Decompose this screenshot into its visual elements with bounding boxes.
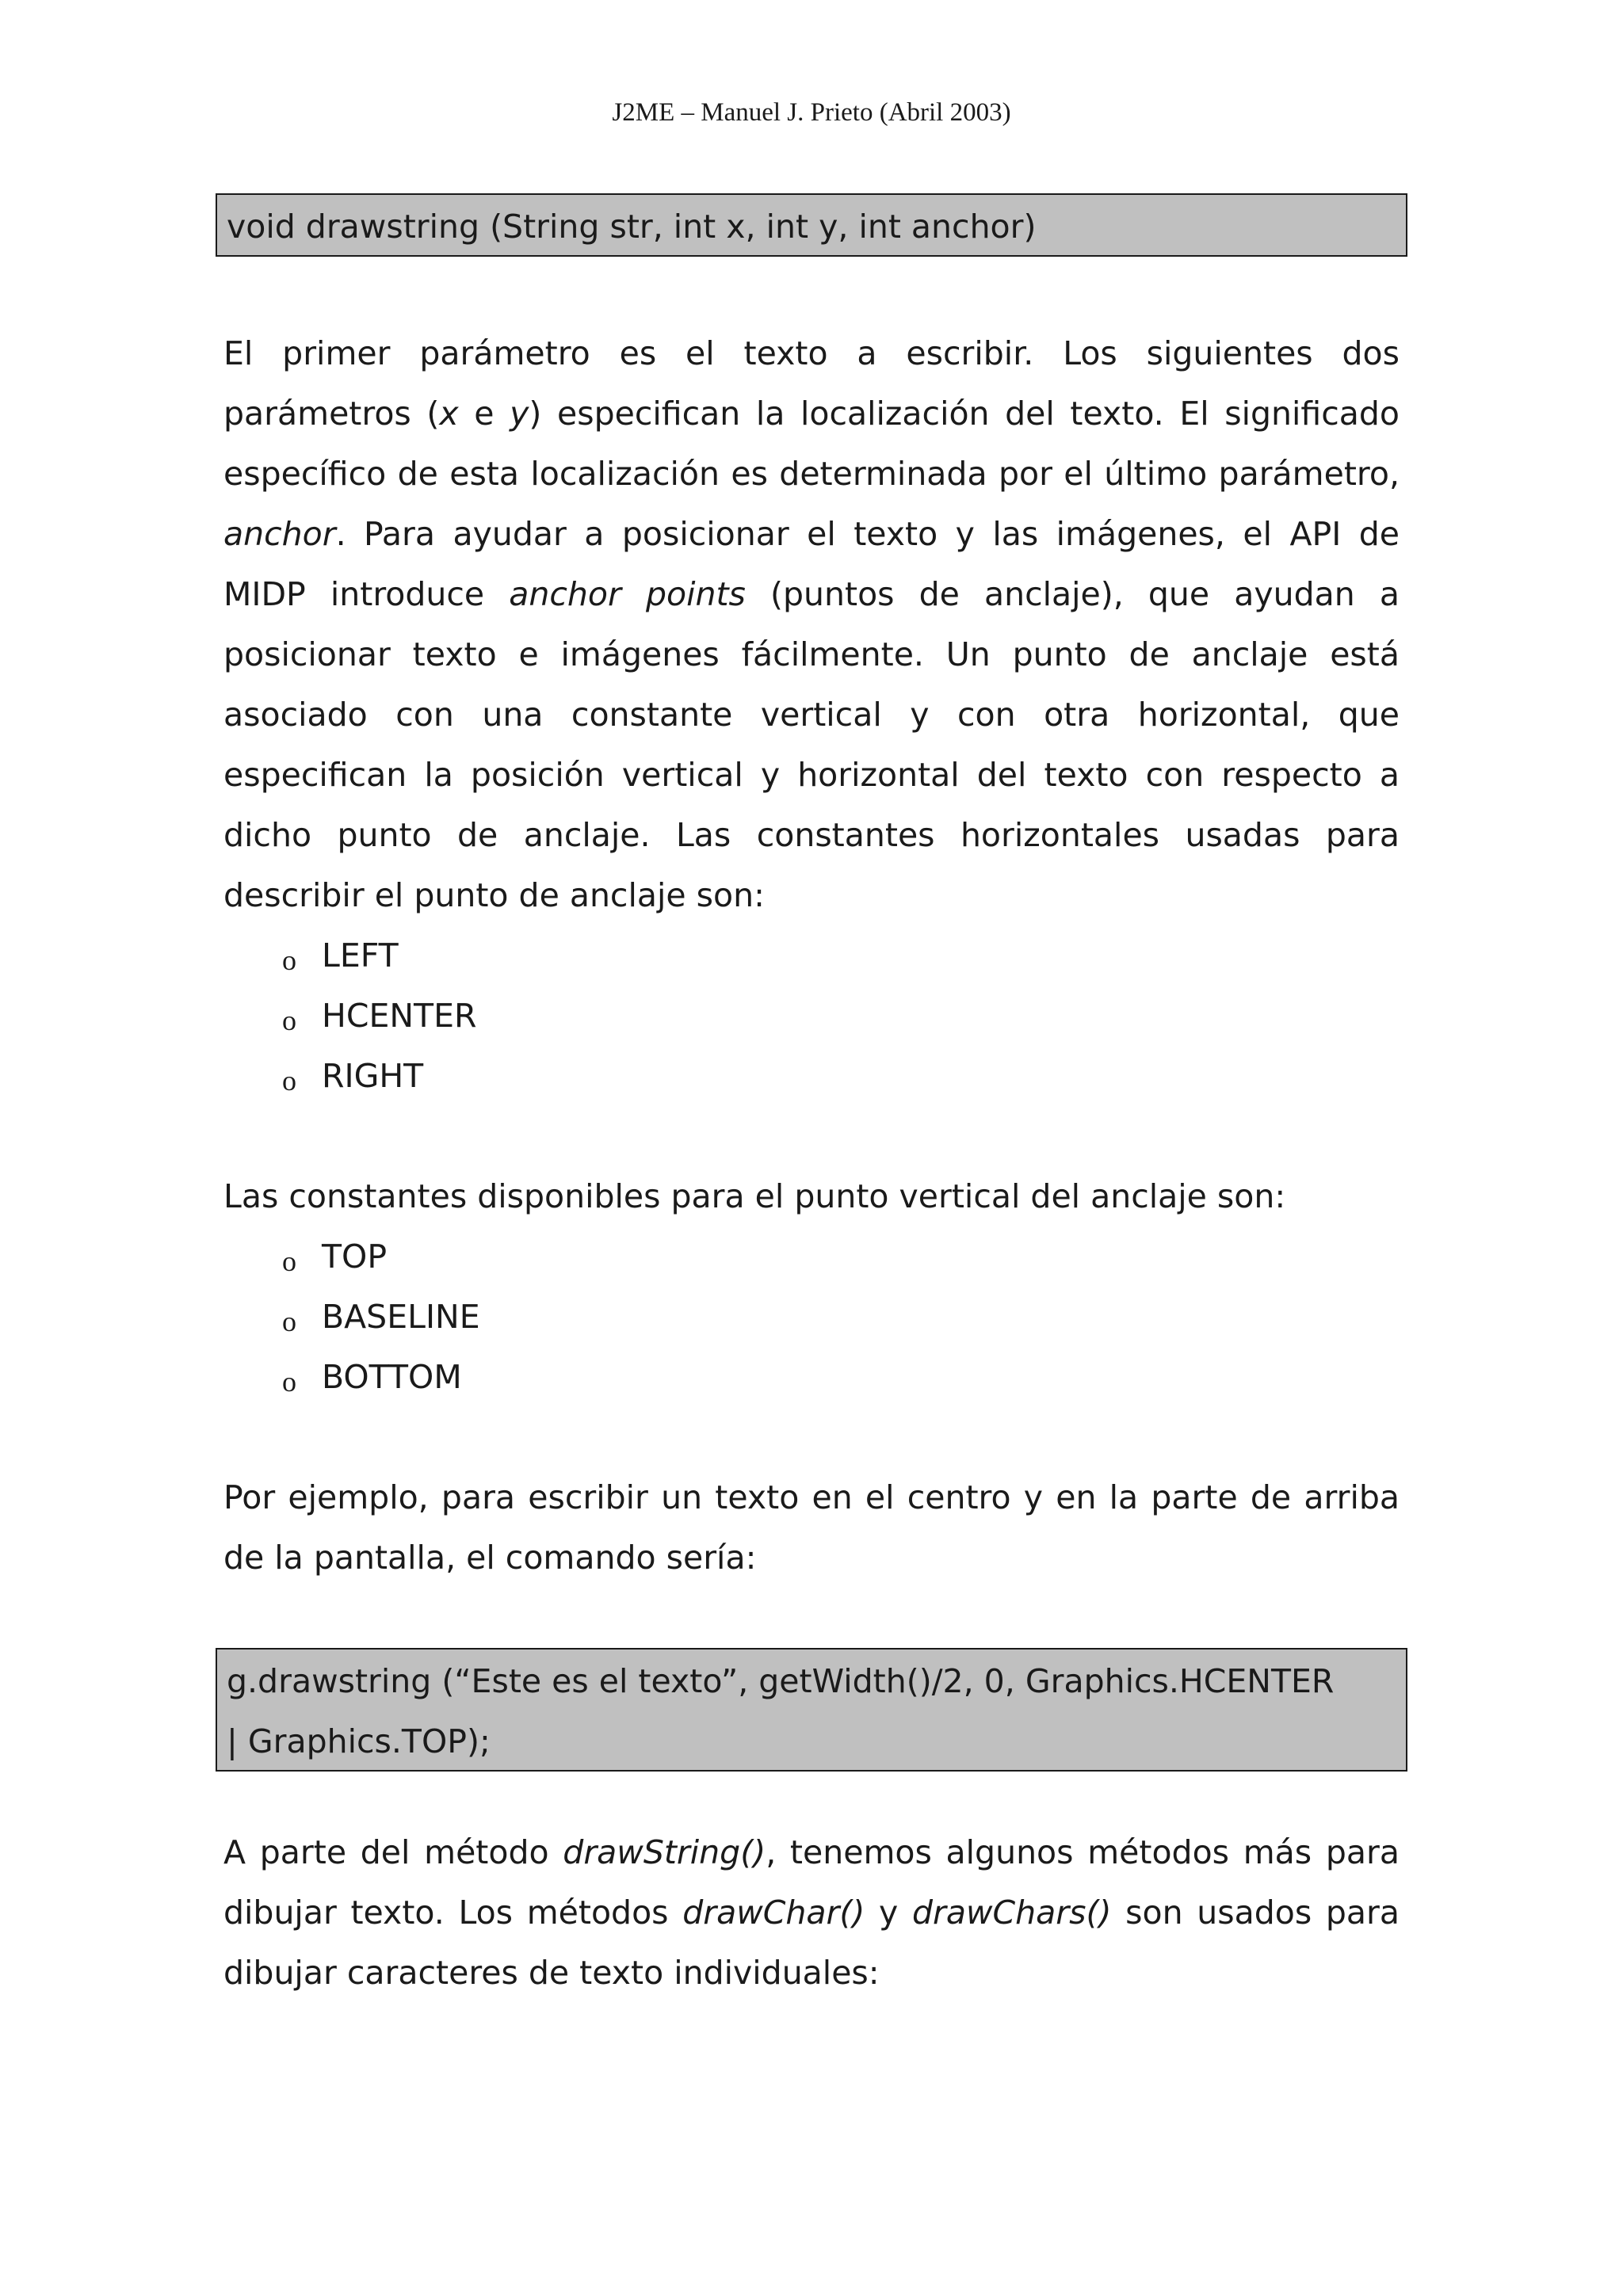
- param-y: y: [510, 395, 529, 433]
- method-drawchar: drawChar(): [682, 1894, 865, 1932]
- bullet-icon: o: [282, 1306, 296, 1337]
- paragraph-other-methods: A parte del método drawString(), tenemos algunos métodos más para dibujar texto. Los métodos drawChar() y drawChars() son usados para dibujar caracteres de texto individuales:: [223, 1833, 1400, 1992]
- bullet-icon: o: [282, 1245, 296, 1277]
- list-item: o RIGHT: [223, 1046, 1400, 1106]
- code-block-drawstring-signature: [216, 193, 1407, 257]
- document-body: [223, 193, 1400, 2003]
- param-x: x: [439, 395, 459, 433]
- list-item: o LEFT: [223, 925, 1400, 986]
- bullet-icon: o: [282, 1005, 296, 1036]
- list-item: o BOTTOM: [223, 1347, 1400, 1407]
- bullet-icon: o: [282, 944, 296, 976]
- horizontal-constants-list: [223, 925, 1400, 1106]
- bullet-icon: o: [282, 1065, 296, 1097]
- paragraph-vertical-intro: Las constantes disponibles para el punto vertical del anclaje son:: [223, 1177, 1286, 1215]
- code-line: void drawstring (String str, int x, int y, int anchor): [227, 208, 1037, 246]
- vertical-constants-list: [223, 1226, 1400, 1407]
- code-line: | Graphics.TOP);: [227, 1722, 491, 1760]
- bullet-icon: o: [282, 1366, 296, 1398]
- paragraph-example: Por ejemplo, para escribir un texto en el centro y en la parte de arriba de la pantalla, el comando sería:: [223, 1478, 1400, 1577]
- method-drawstring: drawString(): [563, 1833, 766, 1871]
- list-item: o BASELINE: [223, 1287, 1400, 1347]
- paragraph-intro: El primer parámetro es el texto a escribir. Los siguientes dos parámetros (x e y) especifican la localización del texto. El significado específico de esta localización es determinada por el último parámetro, anchor. Para ayudar a posicionar el texto y las imágenes, el API de MIDP introduce anchor points (puntos de anclaje), que ayudan a posicionar texto e imágenes fácilmente. Un punto de anclaje está asociado con una constante vertical y con otra horizontal, que especifican la posición vertical y horizontal del texto con respecto a dicho punto de anclaje. Las constantes horizontales usadas para describir el punto de anclaje son:: [223, 334, 1400, 914]
- list-item: o HCENTER: [223, 986, 1400, 1046]
- method-drawchars: drawChars(): [911, 1894, 1112, 1932]
- param-anchor: anchor: [223, 515, 336, 553]
- code-line: g.drawstring (“Este es el texto”, getWidth()/2, 0, Graphics.HCENTER: [227, 1662, 1335, 1700]
- list-item: o TOP: [223, 1226, 1400, 1287]
- code-block-example: [216, 1648, 1407, 1772]
- term-anchor-points: anchor points: [509, 575, 746, 613]
- page-header: J2ME – Manuel J. Prieto (Abril 2003): [612, 98, 1011, 127]
